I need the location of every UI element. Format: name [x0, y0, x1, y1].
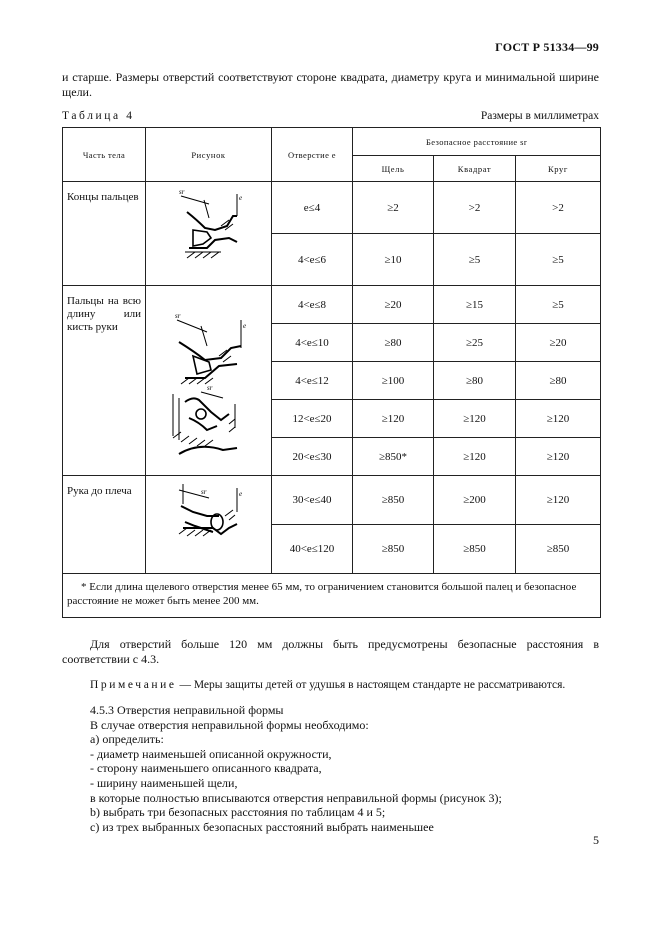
part-arm-shoulder: Рука до плеча [63, 476, 146, 574]
slot-cell: ≥850* [353, 438, 434, 476]
opening-cell: 4<e≤8 [272, 286, 353, 324]
square-cell: ≥850 [434, 525, 516, 574]
circle-cell: ≥20 [516, 324, 601, 362]
circle-cell: ≥5 [516, 234, 601, 286]
section-line: В случае отверстия неправильной формы необходимо: [90, 717, 369, 732]
section-line: - ширину наименьшей щели, [90, 775, 238, 790]
square-cell: ≥80 [434, 362, 516, 400]
table-units: Размеры в миллиметрах [480, 110, 599, 122]
circle-cell: ≥850 [516, 525, 601, 574]
square-cell: ≥120 [434, 438, 516, 476]
header-square: Квадрат [434, 156, 516, 182]
opening-cell: 4<e≤10 [272, 324, 353, 362]
part-fingers-hand: Пальцы на всю длину или кисть руки [63, 286, 146, 476]
page-number: 5 [593, 833, 599, 847]
slot-cell: ≥100 [353, 362, 434, 400]
square-cell: >2 [434, 182, 516, 234]
circle-cell: ≥120 [516, 438, 601, 476]
header-figure: Рисунок [146, 128, 272, 182]
square-cell: ≥15 [434, 286, 516, 324]
slot-cell: ≥850 [353, 476, 434, 525]
circle-cell: >2 [516, 182, 601, 234]
slot-cell: ≥120 [353, 400, 434, 438]
part-fingertips: Концы пальцев [63, 182, 146, 286]
fingertip-drawing [149, 182, 269, 282]
note-line [90, 679, 565, 691]
fig2-e-label: e [242, 322, 246, 330]
standard-header: ГОСТ Р 51334—99 [495, 40, 599, 54]
section-line: 4.5.3 Отверстия неправильной формы [90, 703, 284, 717]
section-line: b) выбрать три безопасных расстояния по таблицам 4 и 5; [90, 805, 386, 820]
hand-drawing [149, 286, 269, 471]
header-slot: Щель [353, 156, 434, 182]
fig3-sr-label: sr [206, 384, 212, 392]
square-cell: ≥25 [434, 324, 516, 362]
arm-figure [146, 476, 272, 574]
opening-cell: e≤4 [272, 182, 353, 234]
opening-cell: 30<e≤40 [272, 476, 353, 525]
section-line: - диаметр наименьшей описанной окружности, [90, 746, 332, 761]
table-caption: Таблица 4 [62, 110, 135, 122]
circle-cell: ≥120 [516, 476, 601, 525]
fingertip-figure [146, 182, 272, 286]
hand-figure [146, 286, 272, 476]
section-4-5-3 [90, 703, 600, 834]
header-opening: Отверстие e [272, 128, 353, 182]
opening-cell: 40<e≤120 [272, 525, 353, 574]
slot-cell: ≥80 [353, 324, 434, 362]
safety-distance-table [62, 127, 601, 618]
circle-cell: ≥120 [516, 400, 601, 438]
slot-cell: ≥10 [353, 234, 434, 286]
section-line: - сторону наименьшего описанного квадрата, [90, 761, 322, 776]
fig4-sr-label: sr [200, 488, 206, 496]
fig1-sr-label: sr [178, 188, 184, 196]
square-cell: ≥200 [434, 476, 516, 525]
section-line: c) из трех выбранных безопасных расстояний выбрать наименьшее [90, 819, 434, 834]
opening-cell: 12<e≤20 [272, 400, 353, 438]
opening-cell: 4<e≤6 [272, 234, 353, 286]
opening-cell: 20<e≤30 [272, 438, 353, 476]
paragraph-large-openings: Для отверстий больше 120 мм должны быть предусмотрены безопасные расстояния в соответствии с 4.3. [62, 637, 599, 666]
slot-cell: ≥20 [353, 286, 434, 324]
fig4-e-label: e [238, 490, 242, 498]
table-footnote [63, 574, 601, 618]
arm-drawing [149, 476, 269, 566]
circle-cell: ≥80 [516, 362, 601, 400]
header-circle: Круг [516, 156, 601, 182]
header-part: Часть тела [63, 128, 146, 182]
section-line: a) определить: [90, 732, 164, 747]
slot-cell: ≥850 [353, 525, 434, 574]
intro-paragraph: и старше. Размеры отверстий соответствуют стороне квадрата, диаметру круга и минимальной ширине щели. [62, 70, 599, 99]
footnote-text: * Если длина щелевого отверстия менее 65 мм, то ограничением становится большой палец и безопасное расстояние не может быть менее 200 мм. [67, 581, 577, 607]
header-safe-distance: Безопасное расстояние sr [353, 128, 601, 156]
square-cell: ≥5 [434, 234, 516, 286]
note-text: — Меры защиты детей от удушья в настоящем стандарте не рассматриваются. [176, 679, 566, 691]
circle-cell: ≥5 [516, 286, 601, 324]
note-label: Примечание [90, 679, 177, 691]
slot-cell: ≥2 [353, 182, 434, 234]
opening-cell: 4<e≤12 [272, 362, 353, 400]
section-line: в которые полностью вписываются отверстия неправильной формы (рисунок 3); [90, 790, 502, 805]
square-cell: ≥120 [434, 400, 516, 438]
fig1-e-label: e [238, 194, 242, 202]
fig2-sr-label: sr [174, 312, 180, 320]
